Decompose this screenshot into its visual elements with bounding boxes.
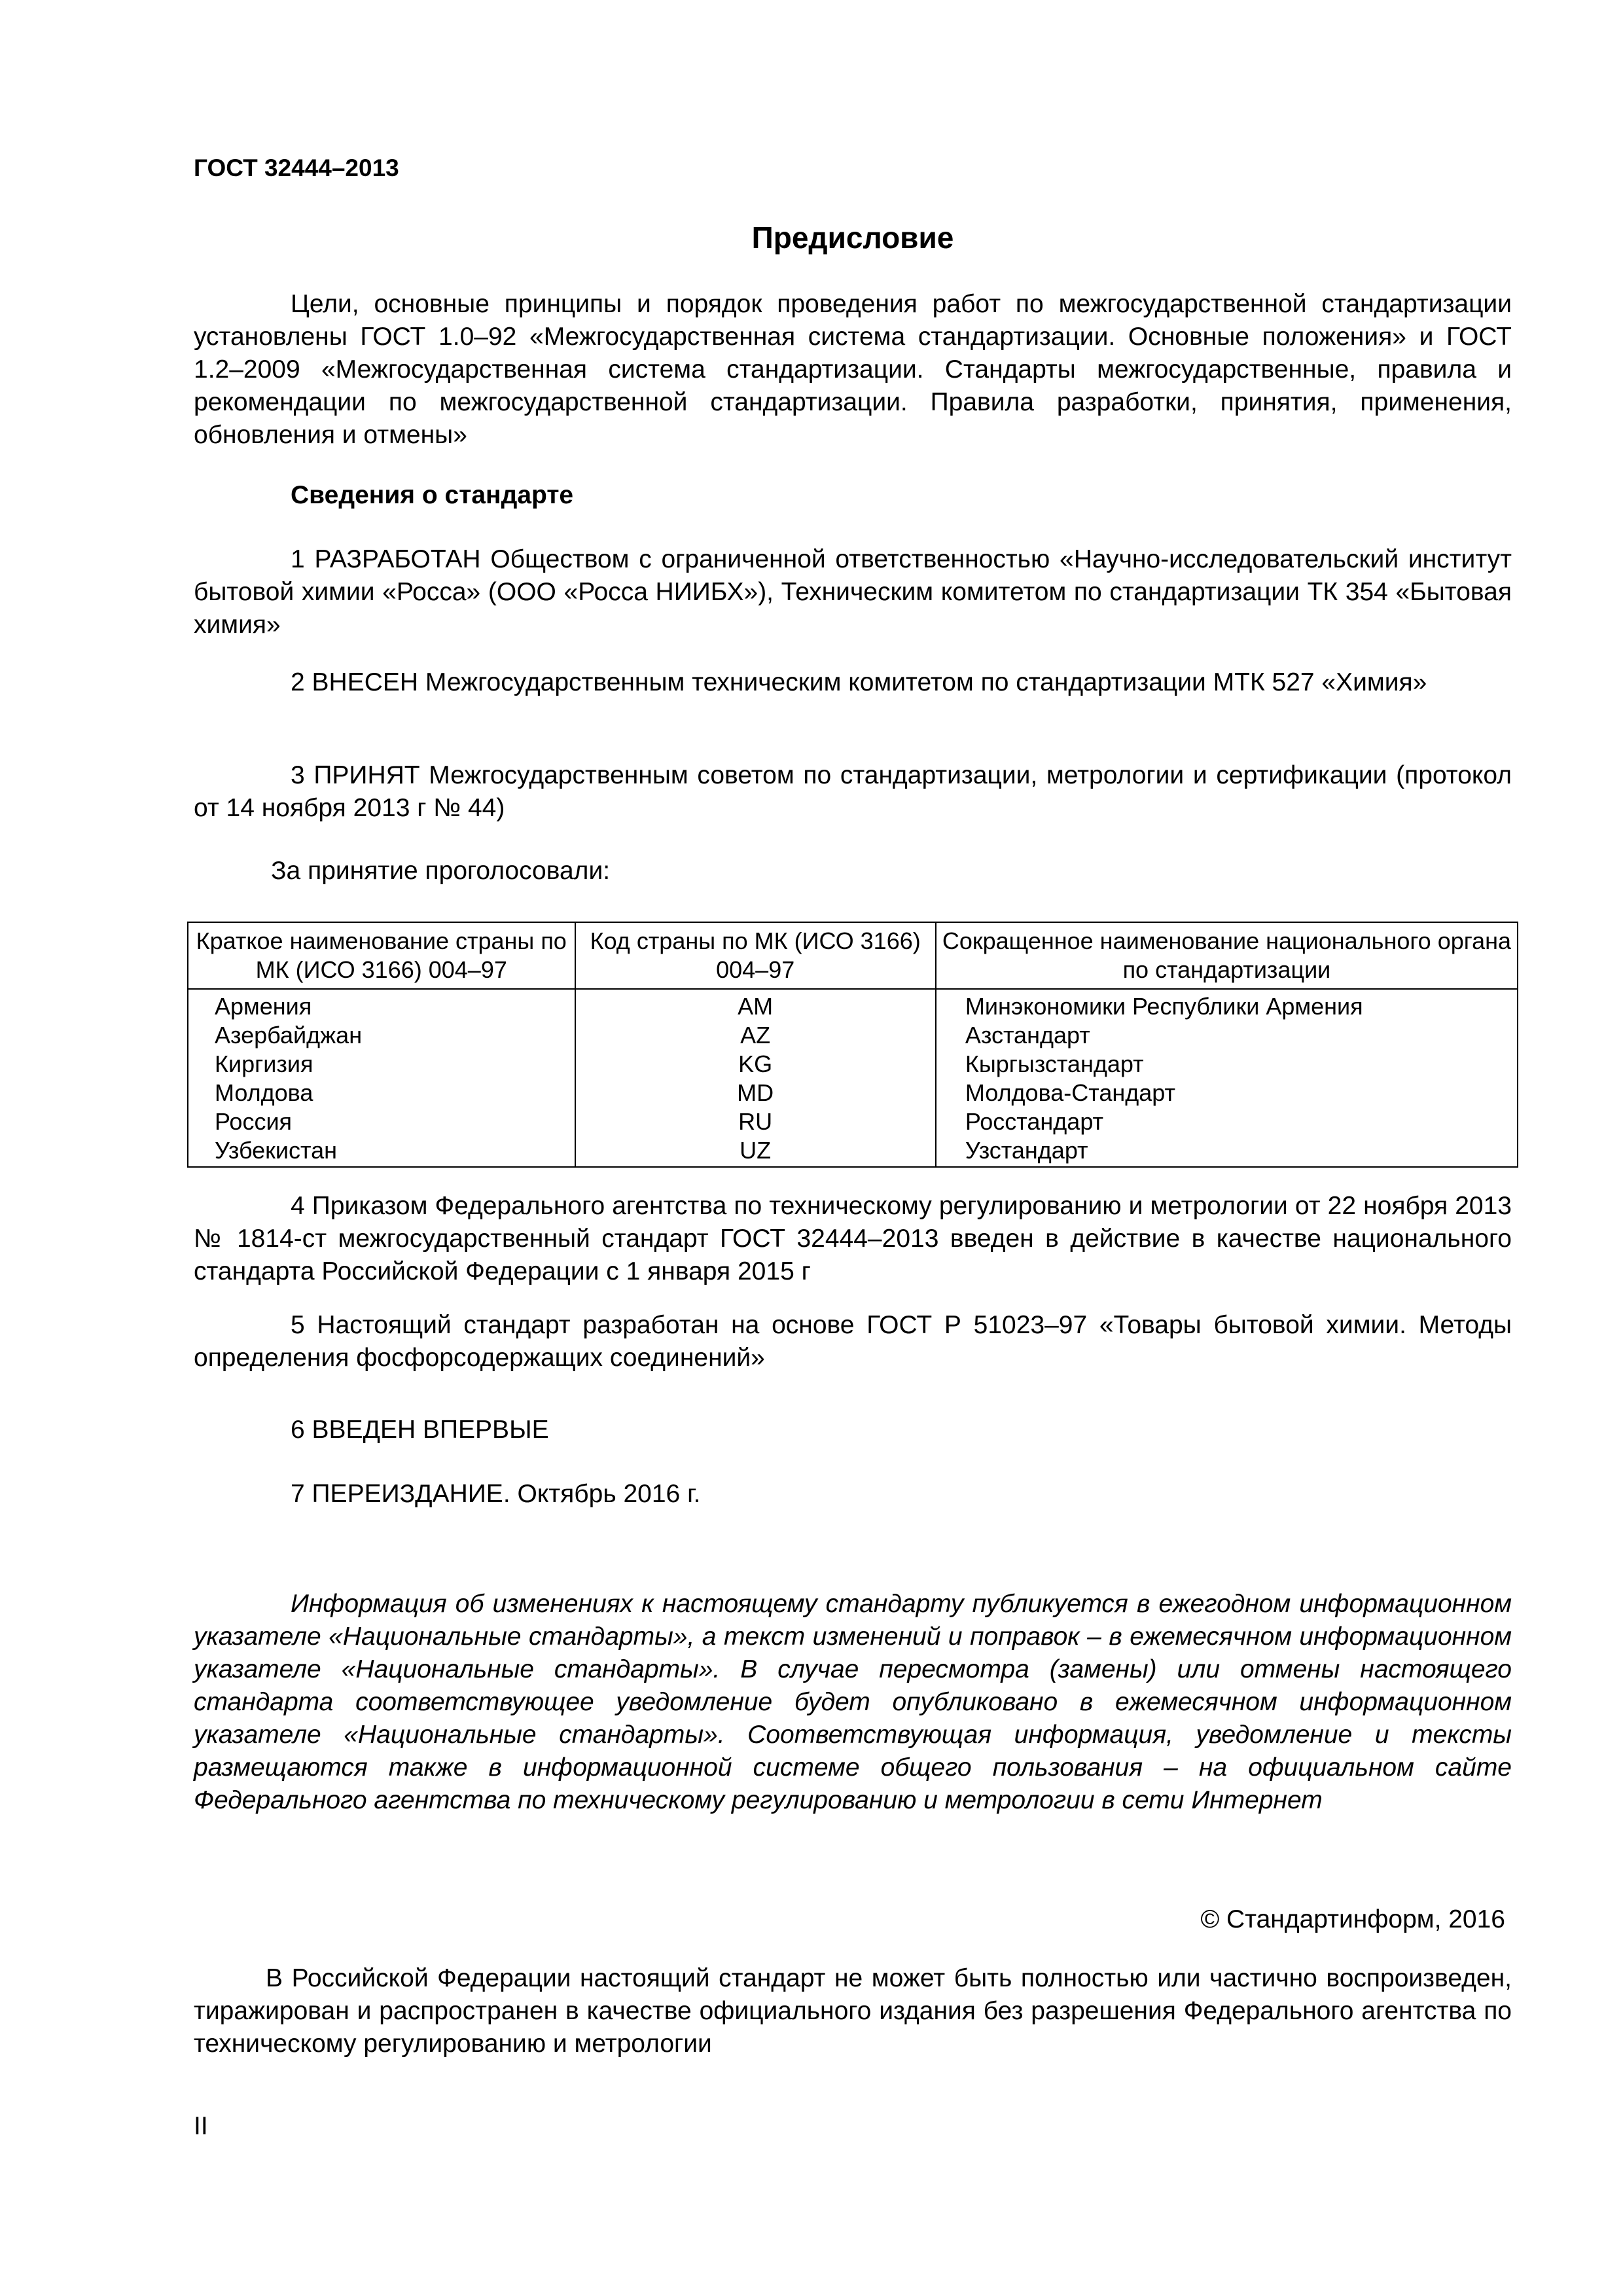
table-row (188, 1050, 1518, 1079)
item-4-order: 4 Приказом Федерального агентства по техническому регулированию и метрологии от 22 ноября 2013 № 1814-ст межгосударственный стандарт ГОСТ 32444–2013 введен в действие в качестве национального стандарта Российской Федерации с 1 января 2015 г (194, 1192, 1512, 1285)
code-cell: AM (575, 989, 936, 1021)
voting-table-header (188, 922, 1518, 989)
body-cell: Молдова-Стандарт (936, 1079, 1518, 1107)
code-cell: UZ (575, 1136, 936, 1167)
body-cell: Кыргызстандарт (936, 1050, 1518, 1079)
country-cell: Молдова (188, 1079, 575, 1107)
voting-table (187, 922, 1518, 1168)
item-7-reissue: 7 ПЕРЕИЗДАНИЕ. Октябрь 2016 г. (291, 1480, 701, 1508)
item-3-adopted: 3 ПРИНЯТ Межгосударственным советом по стандартизации, метрологии и сертификации (протокол от 14 ноября 2013 г № 44) (194, 761, 1512, 822)
code-cell: RU (575, 1107, 936, 1136)
changes-notice: Информация об изменениях к настоящему стандарту публикуется в ежегодном информационном указателе «Национальные стандарты», а текст изменений и поправок – в ежемесячном информационном указателе «Национальные стандарты». В случае пересмотра (замены) или отмены настоящего стандарта соответствующее уведомление будет опубликовано в ежемесячном информационном указателе «Национальные стандарты». Соответствующая информация, уведомление и тексты размещаются также в информационной системе общего пользования – на официальном сайте Федерального агентства по техническому регулированию и метрологии в сети Интернет (194, 1590, 1512, 1814)
item-1-developed: 1 РАЗРАБОТАН Обществом с ограниченной ответственностью «Научно-исследовательский институт бытовой химии «Росса» (ООО «Росса НИИБХ»), Техническим комитетом по стандартизации ТК 354 «Бытовая химия» (194, 545, 1512, 639)
code-cell: KG (575, 1050, 936, 1079)
page-number: II (194, 2112, 208, 2140)
column-header-code: Код страны по МК (ИСО 3166) 004–97 (575, 922, 936, 989)
body-cell: Азстандарт (936, 1021, 1518, 1050)
country-cell: Азербайджан (188, 1021, 575, 1050)
body-cell: Росстандарт (936, 1107, 1518, 1136)
table-row (188, 989, 1518, 1021)
reproduction-rights-paragraph: В Российской Федерации настоящий стандарт не может быть полностью или частично воспроизведен, тиражирован и распространен в качестве официального издания без разрешения Федерального агентства по техническому регулированию и метрологии (194, 1964, 1512, 2058)
body-cell: Минэкономики Республики Армения (936, 989, 1518, 1021)
intro-paragraph: Цели, основные принципы и порядок проведения работ по межгосударственной стандартизации установлены ГОСТ 1.0–92 «Межгосударственная система стандартизации. Основные положения» и ГОСТ 1.2–2009 «Межгосударственная система стандартизации. Стандарты межгосударственные, правила и рекомендации по межгосударственной стандартизации. Правила разработки, принятия, применения, обновления и отмены» (194, 290, 1512, 449)
table-row (188, 1021, 1518, 1050)
code-cell: AZ (575, 1021, 936, 1050)
country-cell: Узбекистан (188, 1136, 575, 1167)
table-row (188, 1136, 1518, 1167)
item-5-basis: 5 Настоящий стандарт разработан на основе ГОСТ Р 51023–97 «Товары бытовой химии. Методы определения фосфорсодержащих соединений» (194, 1311, 1512, 1372)
page-title: Предисловие (751, 221, 954, 255)
table-row (188, 1107, 1518, 1136)
country-cell: Армения (188, 989, 575, 1021)
info-heading: Сведения о стандарте (291, 481, 574, 509)
vote-caption: За принятие проголосовали: (271, 857, 611, 885)
copyright-line: © Стандартинформ, 2016 (1200, 1905, 1505, 1933)
country-cell: Россия (188, 1107, 575, 1136)
code-cell: MD (575, 1079, 936, 1107)
item-2-introduced: 2 ВНЕСЕН Межгосударственным техническим комитетом по стандартизации МТК 527 «Химия» (291, 668, 1427, 696)
document-code-header: ГОСТ 32444–2013 (194, 154, 399, 181)
country-cell: Киргизия (188, 1050, 575, 1079)
column-header-body: Сокращенное наименование национального органа по стандартизации (936, 922, 1518, 989)
table-row (188, 1079, 1518, 1107)
column-header-country: Краткое наименование страны по МК (ИСО 3166) 004–97 (188, 922, 575, 989)
body-cell: Узстандарт (936, 1136, 1518, 1167)
item-6-first-introduced: 6 ВВЕДЕН ВПЕРВЫЕ (291, 1416, 549, 1444)
